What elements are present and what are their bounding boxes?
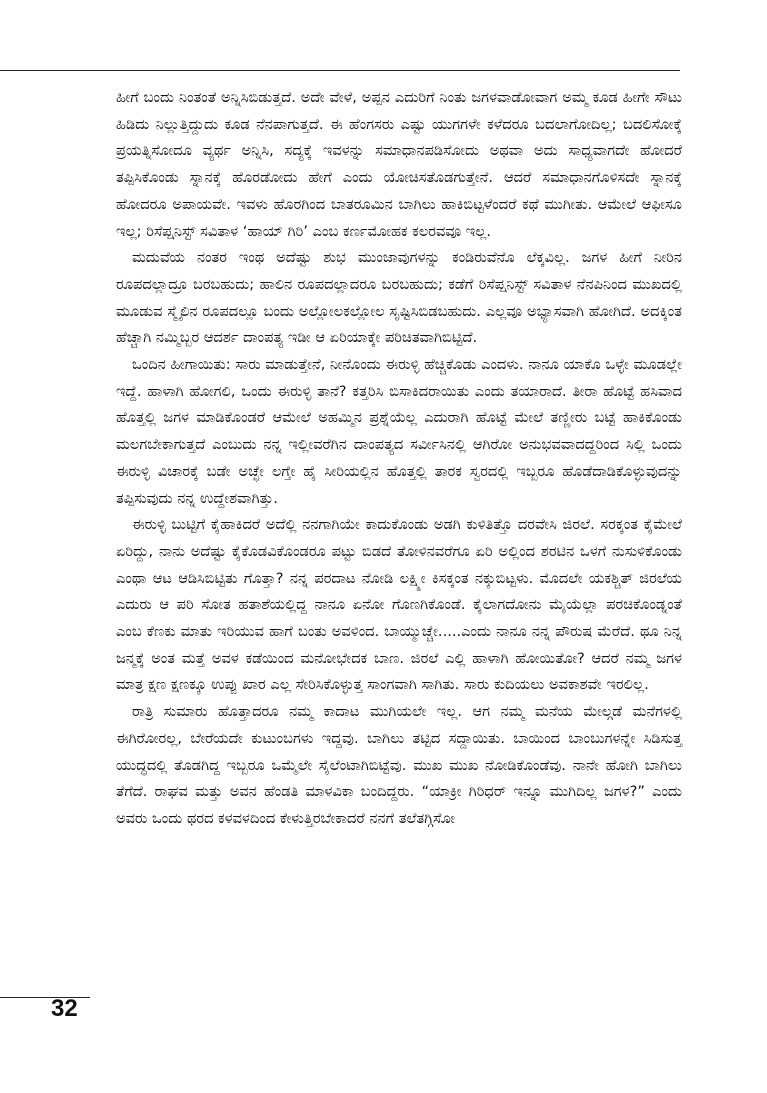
header-rule: [0, 70, 680, 71]
body-text: [116, 85, 682, 833]
paragraph: ಮದುವೆಯ ನಂತರ ಇಂಥ ಅದೆಷ್ಟು ಶುಭ ಮುಂಜಾವುಗಳನ್ನು ಕಂಡಿರುವೆನೊ ಲೆಕ್ಕವಿಲ್ಲ. ಜಗಳ ಹೀಗೆ ನೀರಿನ ರೂಪದಲ್ಲಾದ್ರೂ ಬರಬಹುದು; ಹಾಲಿನ ರೂಪದಲ್ಲಾದರೂ ಬರಬಹುದು; ಕಡೆಗೆ ರಿಸೆಪ್ಷನಿಸ್ಟ್ ಸವಿತಾಳ ನೆನಪಿನಿಂದ ಮುಖದಲ್ಲಿ ಮೂಡುವ ಸ್ಮೈಲಿನ ರೂಪದಲ್ಲೂ ಬಂದು ಅಲ್ಲೋಲಕಲ್ಲೋಲ ಸೃಷ್ಟಿಸಿಬಿಡಬಹುದು. ಎಲ್ಲವೂ ಅಭ್ಯಾಸವಾಗಿ ಹೋಗಿದೆ. ಅದಕ್ಕಿಂತ ಹೆಚ್ಚಾಗಿ ನಮ್ಮಿಬ್ಬರ ಆದರ್ಶ ದಾಂಪತ್ಯ ಇಡೀ ಆ ಏರಿಯಾಕ್ಕೇ ಪರಿಚಿತವಾಗಿಬಿಟ್ಟಿದೆ.: [116, 249, 682, 347]
paragraph: ಹೀಗೆ ಬಂದು ನಿಂತಂತೆ ಅನ್ನಿಸಿಬಿಡುತ್ತದೆ. ಅದೇ ವೇಳೆ, ಅಪ್ಪನ ಎದುರಿಗೆ ನಿಂತು ಜಗಳವಾಡೋವಾಗ ಅಮ್ಮ ಕೂಡ ಹೀಗೇ ಸೌಟು ಹಿಡಿದು ನಿಲ್ಲುತ್ತಿದ್ದುದು ಕೂಡ ನೆನಪಾಗುತ್ತದೆ. ಈ ಹೆಂಗಸರು ಎಷ್ಟು ಯುಗಗಳೇ ಕಳೆದರೂ ಬದಲಾಗೋದಿಲ್ಲ; ಬದಲಿಸೋಕ್ಕೆ ಪ್ರಯತ್ನಿಸೋದೂ ವ್ಯರ್ಥ ಅನ್ನಿಸಿ, ಸದ್ಯಕ್ಕೆ ಇವಳನ್ನು ಸಮಾಧಾನಪಡಿಸೋದು ಅಥವಾ ಅದು ಸಾಧ್ಯವಾಗದೇ ಹೋದರೆ ತಪ್ಪಿಸಿಕೊಂಡು ಸ್ನಾನಕ್ಕೆ ಹೊರಡೋದು ಹೇಗೆ ಎಂದು ಯೋಚಿಸತೊಡಗುತ್ತೇನೆ. ಆದರೆ ಸಮಾಧಾನಗೊಳಿಸದೇ ಸ್ನಾನಕ್ಕೆ ಹೋದರೂ ಅಪಾಯವೇ. ಇವಳು ಹೊರಗಿಂದ ಬಾತರೂಮಿನ ಬಾಗಿಲು ಹಾಕಿಬಿಟ್ಟಳೆಂದರೆ ಕಥೆ ಮುಗೀತು. ಆಮೇಲೆ ಆಫೀಸೂ ಇಲ್ಲ; ರಿಸೆಪ್ಷನಿಸ್ಟ್ ಸವಿತಾಳ ‘ಹಾಯ್ ಗಿರಿ’ ಎಂಬ ಕರ್ಣಮೋಹಕ ಕಲರವವೂ ಇಲ್ಲ.: [116, 89, 682, 240]
paragraph: ರಾತ್ರಿ ಸುಮಾರು ಹೊತ್ತಾದರೂ ನಮ್ಮ ಕಾದಾಟ ಮುಗಿಯಲೇ ಇಲ್ಲ. ಆಗ ನಮ್ಮ ಮನೆಯ ಮೇಲ್ಗಡೆ ಮನೆಗಳಲ್ಲಿ ಈಗಿರೋರಲ್ಲ, ಬೇರೆಯದೇ ಕುಟುಂಬಗಳು ಇದ್ದವು. ಬಾಗಿಲು ತಟ್ಟಿದ ಸದ್ದಾಯಿತು. ಬಾಯಿಂದ ಬಾಂಬುಗಳನ್ನೇ ಸಿಡಿಸುತ್ತ ಯುದ್ಧದಲ್ಲಿ ತೊಡಗಿದ್ದ ಇಬ್ಬರೂ ಒಮ್ಮೆಲೇ ಸೈಲೆಂಟಾಗಿಬಿಟ್ಟೆವು. ಮುಖ ಮುಖ ನೋಡಿಕೊಂಡೆವು. ನಾನೇ ಹೋಗಿ ಬಾಗಿಲು ತೆಗೆದೆ. ರಾಘವ ಮತ್ತು ಅವನ ಹೆಂಡತಿ ಮಾಳವಿಕಾ ಬಂದಿದ್ದರು. “ಯಾಕ್ರೀ ಗಿರಿಧರ್ ಇನ್ನೂ ಮುಗಿದಿಲ್ಲ ಜಗಳ?” ಎಂದು ಅವರು ಒಂದು ಥರದ ಕಳವಳದಿಂದ ಕೇಳುತ್ತಿರಬೇಕಾದರೆ ನನಗೆ ತಲೆತಗ್ಗಿಸೋ: [116, 703, 682, 827]
paragraph: ಈರುಳ್ಳಿ ಬುಟ್ಟಿಗೆ ಕೈಹಾಕಿದರೆ ಅದೆಲ್ಲಿ ನನಗಾಗಿಯೇ ಕಾದುಕೊಂಡು ಅಡಗಿ ಕುಳಿತಿತ್ತೊ ದರವೇಸಿ ಜಿರಲೆ. ಸರಕ್ಕಂತ ಕೈಮೇಲೆ ಏರಿದ್ದು, ನಾನು ಅದೆಷ್ಟು ಕೈಕೊಡವಿಕೊಂಡರೂ ಪಟ್ಟು ಬಿಡದೆ ತೋಳಿನವರೆಗೂ ಏರಿ ಅಲ್ಲಿಂದ ಶರಟಿನ ಒಳಗೆ ನುಸುಳಿಕೊಂಡು ಎಂಥಾ ಆಟ ಆಡಿಸಿಬಿಟ್ಟಿತು ಗೊತ್ತಾ? ನನ್ನ ಪರದಾಟ ನೋಡಿ ಲಕ್ಷ್ಮೀ ಕಿಸಕ್ಕಂತ ನಕ್ಕುಬಿಟ್ಟಳು. ಮೊದಲೇ ಯಕಶ್ಚಿತ್ ಜಿರಲೆಯ ಎದುರು ಆ ಪರಿ ಸೋತ ಹತಾಶೆಯಲ್ಲಿದ್ದ ನಾನೂ ಏನೋ ಗೊಣಗಿಕೊಂಡೆ. ಕೈಲಾಗದೋನು ಮೈಯೆಲ್ಲಾ ಪರಚಿಕೊಂಡ್ನಂತೆ ಎಂಬ ಕೆಣಕು ಮಾತು ಇರಿಯುವ ಹಾಗೆ ಬಂತು ಅವಳಿಂದ. ಬಾಯ್ಮುಚ್ಚೇ.....ಎಂದು ನಾನೂ ನನ್ನ ಪೌರುಷ ಮೆರೆದೆ. ಥೂ ನಿನ್ನ ಜನ್ಮಕ್ಕೆ ಅಂತ ಮತ್ತೆ ಅವಳ ಕಡೆಯಿಂದ ಮನೋಭೇದಕ ಬಾಣ. ಜಿರಲೆ ಎಲ್ಲಿ ಹಾಳಾಗಿ ಹೋಯಿತೋ? ಆದರೆ ನಮ್ಮ ಜಗಳ ಮಾತ್ರ ಕ್ಷಣ ಕ್ಷಣಕ್ಕೂ ಉಪ್ಪು ಖಾರ ಎಲ್ಲ ಸೇರಿಸಿಕೊಳ್ಳುತ್ತ ಸಾಂಗವಾಗಿ ಸಾಗಿತು. ಸಾರು ಕುದಿಯಲು ಅವಕಾಶವೇ ಇರಲಿಲ್ಲ.: [116, 516, 682, 694]
paragraph: ಒಂದಿನ ಹೀಗಾಯಿತು: ಸಾರು ಮಾಡುತ್ತೇನೆ, ನೀನೊಂದು ಈರುಳ್ಳಿ ಹೆಚ್ಚಿಕೊಡು ಎಂದಳು. ನಾನೂ ಯಾಕೊ ಒಳ್ಳೇ ಮೂಡಲ್ಲೇ ಇದ್ದೆ. ಹಾಳಾಗಿ ಹೋಗಲಿ, ಒಂದು ಈರುಳ್ಳಿ ತಾನೆ? ಕತ್ತರಿಸಿ ಬಿಸಾಕಿದರಾಯಿತು ಎಂದು ತಯಾರಾದೆ. ತೀರಾ ಹೊಟ್ಟೆ ಹಸಿವಾದ ಹೊತ್ತಲ್ಲಿ ಜಗಳ ಮಾಡಿಕೊಂಡರೆ ಆಮೇಲೆ ಅಹಮ್ಮಿನ ಪ್ರಶ್ನೆಯೆಲ್ಲ ಎದುರಾಗಿ ಹೊಟ್ಟೆ ಮೇಲೆ ತಣ್ಣೀರು ಬಟ್ಟೆ ಹಾಕಿಕೊಂಡು ಮಲಗಬೇಕಾಗುತ್ತದೆ ಎಂಬುದು ನನ್ನ ಇಲ್ಲೀವರೆಗಿನ ದಾಂಪತ್ಯದ ಸರ್ವೀಸಿನಲ್ಲಿ ಆಗಿರೋ ಅನುಭವವಾದದ್ದರಿಂದ ಸಿಲ್ಲಿ ಒಂದು ಈರುಳ್ಳಿ ವಿಚಾರಕ್ಕೆ ಬಡೇ ಅಚ್ಛೇ ಲಗ್ತೇ ಹೈ ಸೀರಿಯಲ್ಲಿನ ಹೊತ್ತಲ್ಲಿ ತಾರಕ ಸ್ವರದಲ್ಲಿ ಇಬ್ಬರೂ ಹೊಡೆದಾಡಿಕೊಳ್ಳುವುದನ್ನು ತಪ್ಪಿಸುವುದು ನನ್ನ ಉದ್ದೇಶವಾಗಿತ್ತು.: [116, 356, 682, 507]
page-number: 32: [51, 995, 78, 1022]
